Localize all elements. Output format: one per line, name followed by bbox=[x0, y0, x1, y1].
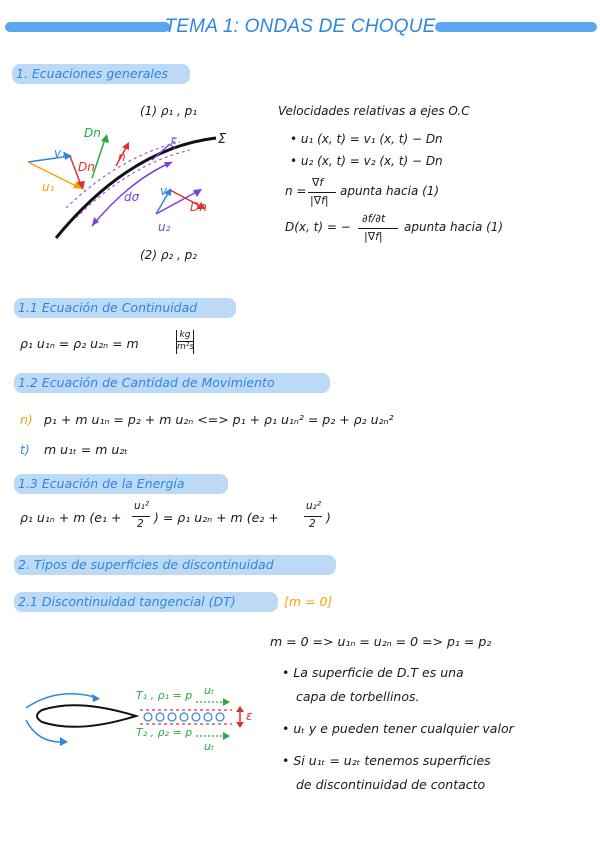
dt-bullet-1-line-1: • La superficie de D.T es una bbox=[282, 665, 464, 680]
unit-bracket bbox=[176, 330, 194, 354]
energy-frac2-den: 2 bbox=[309, 518, 316, 530]
energy-end: ) bbox=[326, 510, 331, 525]
Dn-top-label: Dn bbox=[84, 126, 101, 140]
energy-frac1-bar bbox=[132, 516, 150, 517]
u1-label: u₁ bbox=[42, 180, 55, 194]
momentum-n-label: n) bbox=[20, 412, 33, 427]
upper-state-label: T₁ , ρ₁ = p bbox=[136, 689, 193, 702]
dt-bullet-2: • uₜ y e pueden tener cualquier valor bbox=[282, 721, 514, 736]
section-1-1-heading: 1.1 Ecuación de Continuidad bbox=[18, 300, 198, 315]
dt-bullet-3-line-2: de discontinuidad de contacto bbox=[296, 777, 486, 792]
epsilon-label: ε bbox=[246, 709, 253, 723]
Dn-top-arrowhead bbox=[101, 134, 109, 143]
energy-frac1-den: 2 bbox=[137, 518, 144, 530]
xi-label: ξ bbox=[170, 136, 177, 150]
page-title: TEMA 1: ONDAS DE CHOQUE bbox=[164, 16, 436, 37]
flow-arrowhead-lower bbox=[60, 737, 68, 746]
section-1-3-heading: 1.3 Ecuación de la Energía bbox=[18, 476, 185, 491]
v2-label: v₂ bbox=[160, 184, 172, 198]
u1-definition: • u₁ (x, t) = v₁ (x, t) − Dn bbox=[290, 132, 443, 146]
n-def-lhs: n = bbox=[285, 184, 307, 198]
dt-bullet-3-line-1: • Si u₁ₜ = u₂ₜ tenemos superficies bbox=[282, 753, 491, 768]
n-def-rhs: apunta hacia (1) bbox=[340, 184, 440, 198]
section-2-heading: 2. Tipos de superficies de discontinuidad bbox=[18, 557, 274, 572]
momentum-t-equation: m u₁ₜ = m u₂ₜ bbox=[44, 442, 128, 457]
sigma-label: Σ bbox=[218, 132, 227, 147]
unit-num: kg bbox=[177, 330, 193, 342]
n-def-bar bbox=[308, 192, 336, 193]
momentum-t-label: t) bbox=[20, 442, 30, 457]
Dn1-label: Dn bbox=[78, 160, 95, 174]
Dn2-label: Dn bbox=[190, 200, 207, 214]
D-def-bar bbox=[358, 228, 398, 229]
section-1-2-heading: 1.2 Ecuación de Cantidad de Movimiento bbox=[18, 375, 275, 390]
u2-label: u₂ bbox=[158, 220, 171, 234]
shock-diagram bbox=[20, 118, 250, 258]
n-def-num: ∇f bbox=[312, 176, 324, 189]
section-1-heading: 1. Ecuaciones generales bbox=[16, 66, 169, 81]
region-1-label: (1) ρ₁ , p₁ bbox=[140, 104, 198, 118]
ut-upper-label: uₜ bbox=[204, 684, 215, 697]
ut-upper-arrowhead bbox=[223, 698, 230, 706]
dsigma-label: dσ bbox=[124, 190, 140, 204]
epsilon-arrowhead-down bbox=[236, 722, 244, 728]
section-2-1-heading: 2.1 Discontinuidad tangencial (DT) bbox=[18, 594, 236, 609]
n-label: n bbox=[118, 150, 126, 164]
v1-label: v₁ bbox=[54, 146, 66, 160]
continuity-equation: ρ₁ u₁ₙ = ρ₂ u₂ₙ = m bbox=[20, 336, 139, 351]
D-def-den: |∇f| bbox=[364, 230, 383, 243]
vortex-sheet bbox=[144, 713, 224, 721]
momentum-n-equation: p₁ + m u₁ₙ = p₂ + m u₂ₙ <=> p₁ + ρ₁ u₁ₙ² = p₂ + ρ₂ u₂ₙ² bbox=[44, 412, 394, 427]
dt-bullet-1-line-2: capa de torbellinos. bbox=[296, 689, 420, 704]
D-def-rhs: apunta hacia (1) bbox=[404, 220, 504, 234]
n-def-den: |∇f| bbox=[310, 194, 329, 207]
energy-frac1-num: u₁² bbox=[134, 500, 150, 512]
unit-den: m²s bbox=[177, 342, 195, 352]
section-2-1-tag: [m = 0] bbox=[284, 594, 333, 609]
ut-lower-arrowhead bbox=[223, 732, 230, 740]
region-2-label: (2) ρ₂ , p₂ bbox=[140, 248, 198, 262]
epsilon-arrowhead-up bbox=[236, 706, 244, 712]
airfoil bbox=[37, 705, 136, 727]
D-def-num: ∂f/∂t bbox=[362, 212, 386, 225]
energy-mid: ) = ρ₁ u₂ₙ + m (e₂ + bbox=[154, 510, 279, 525]
energy-frac2-num: u₂² bbox=[306, 500, 322, 512]
dt-mass-equation: m = 0 => u₁ₙ = u₂ₙ = 0 => p₁ = p₂ bbox=[270, 634, 492, 649]
ut-lower-label: uₜ bbox=[204, 740, 215, 753]
energy-lhs: ρ₁ u₁ₙ + m (e₁ + bbox=[20, 510, 122, 525]
flow-arrowhead-upper bbox=[92, 694, 100, 702]
lower-state-label: T₂ , ρ₂ = p bbox=[136, 726, 193, 739]
D-def-lhs: D(x, t) = − bbox=[285, 220, 351, 234]
u2-definition: • u₂ (x, t) = v₂ (x, t) − Dn bbox=[290, 154, 443, 168]
energy-frac2-bar bbox=[304, 516, 322, 517]
relative-velocity-heading: Velocidades relativas a ejes O.C bbox=[278, 104, 470, 118]
